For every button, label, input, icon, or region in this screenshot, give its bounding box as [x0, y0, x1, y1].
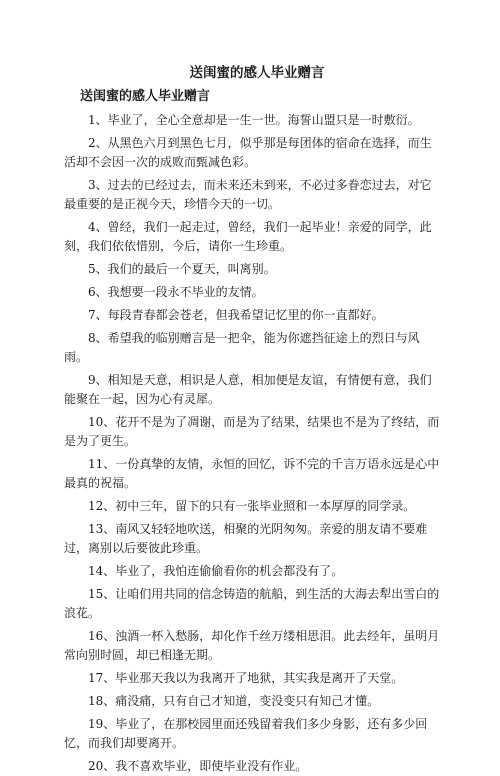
list-item: 16、浊酒一杯入愁肠，却化作千丝万缕相思泪。此去经年，虽明月常向别时圆，却已相逢无期。 [64, 629, 440, 662]
list-item: 10、花开不是为了凋谢，而是为了结果，结果也不是为了终结，而是为了更生。 [64, 415, 440, 448]
list-item: 15、让咱们用共同的信念铸造的航船，到生活的大海去犁出雪白的浪花。 [64, 587, 440, 620]
list-item: 20、我不喜欢毕业，即使毕业没有作业。 [88, 759, 308, 773]
list-item: 2、从黑色六月到黑色七月，似乎那是每团体的宿命在选择，而生活却不会因一次的成败而甄减色彩。 [64, 136, 432, 169]
list-item: 5、我们的最后一个夏天，叫离别。 [88, 262, 276, 276]
section-heading: 送闺蜜的感人毕业赠言 [80, 89, 211, 104]
list-item: 14、毕业了，我怕连偷偷看你的机会都没有了。 [88, 564, 344, 578]
list-item: 1、毕业了，全心全意却是一生一世。海誓山盟只是一时敷衍。 [88, 113, 420, 127]
list-item: 7、每段青春都会苍老，但我希望记忆里的你一直都好。 [88, 308, 384, 322]
list-item: 9、相知是天意，相识是人意，相加便是友谊，有情便有意，我们能聚在一起，因为心有灵犀。 [64, 373, 432, 406]
list-item: 6、我想要一段永不毕业的友情。 [88, 285, 264, 299]
document-title: 送闺蜜的感人毕业赠言 [189, 65, 325, 81]
list-item: 8、希望我的临别赠言是一把伞，能为你遮挡征途上的烈日与风雨。 [64, 331, 420, 364]
list-item: 17、毕业那天我以为我离开了地狱，其实我是离开了天堂。 [88, 671, 404, 685]
list-item: 18、痛没痛，只有自己才知道，变没变只有知己才懂。 [88, 694, 380, 708]
list-item: 11、一份真挚的友情，永恒的回忆，诉不完的千言万语永远是心中最真的祝福。 [64, 457, 440, 490]
list-item: 19、毕业了，在那校园里面还残留着我们多少身影，还有多少回忆，而我们却要离开。 [64, 717, 428, 750]
message-list [64, 111, 440, 776]
list-item: 3、过去的已经过去，而未来还未到来，不必过多眷恋过去，对它最重要的是正视今天，珍惜今天的一切。 [64, 178, 432, 211]
list-item: 13、南风又轻轻地吹送，相聚的光阴匆匆。亲爱的朋友请不要难过，离别以后要彼此珍重。 [64, 522, 428, 555]
list-item: 12、初中三年，留下的只有一张毕业照和一本厚厚的同学录。 [88, 499, 416, 513]
list-item: 4、曾经，我们一起走过，曾经，我们一起毕业！亲爱的同学，此刻，我们依依惜别，今后，请你一生珍重。 [64, 220, 432, 253]
